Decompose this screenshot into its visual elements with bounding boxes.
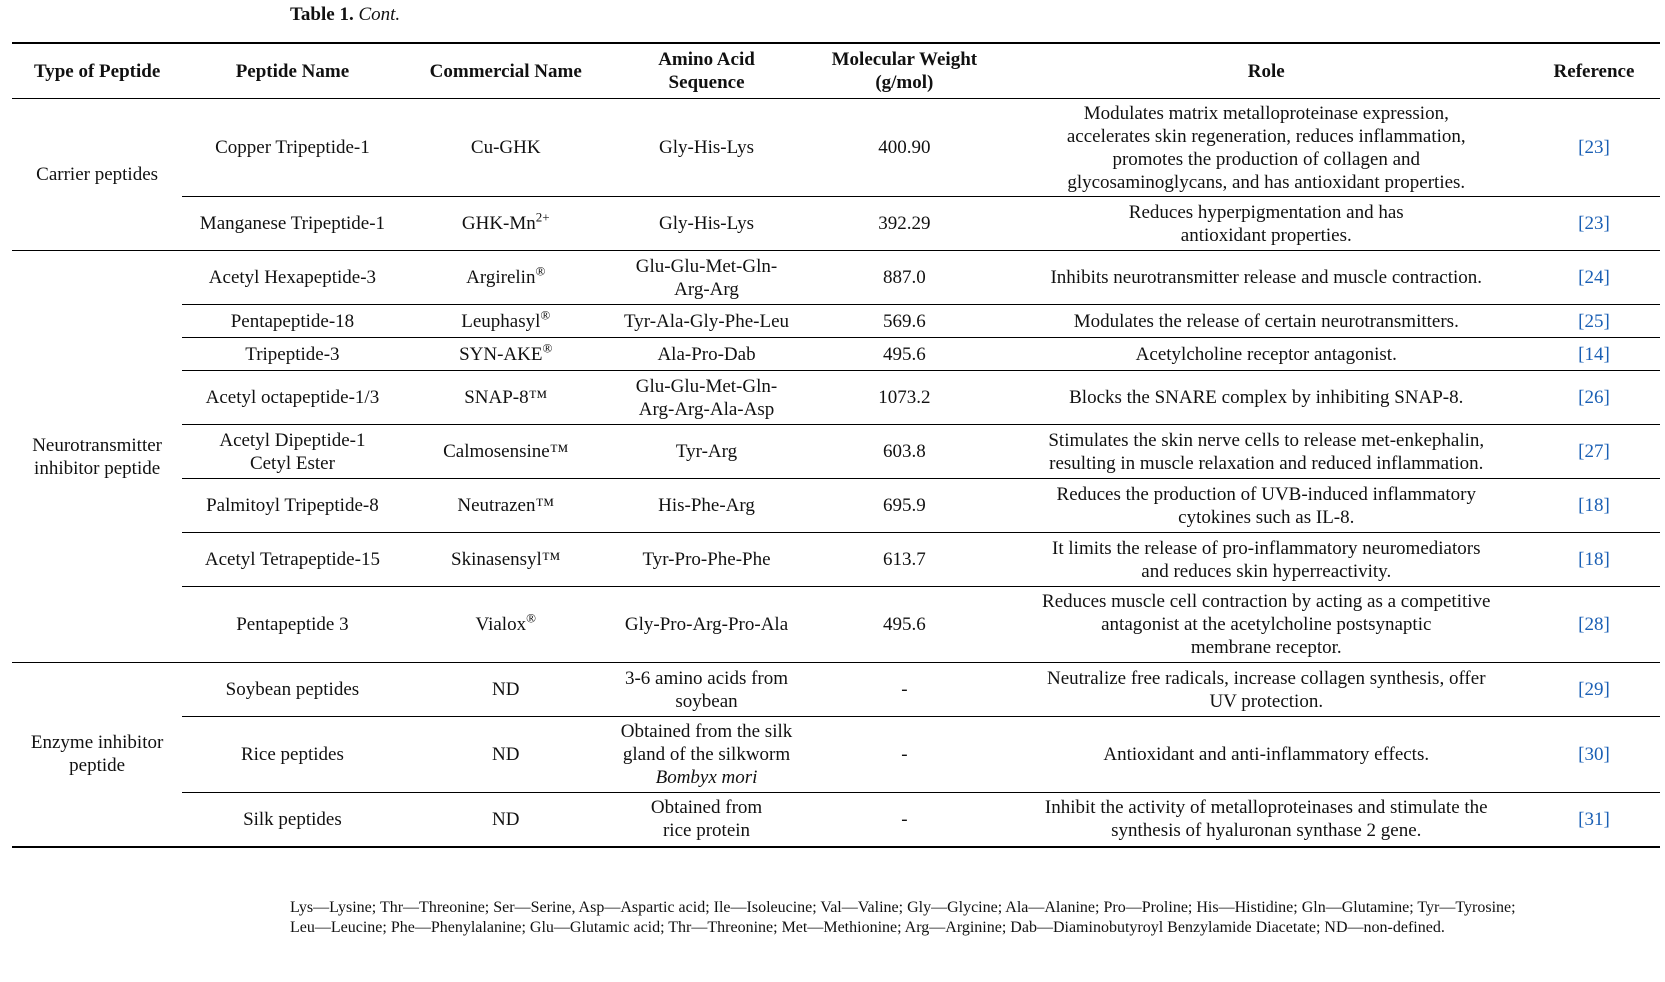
role-line: It limits the release of pro-inflammatory neuromediators	[1052, 537, 1481, 559]
table-row	[12, 251, 1660, 305]
commercial-name-cell	[403, 663, 609, 717]
commercial-name-cell	[403, 793, 609, 847]
role-cell	[1005, 251, 1528, 305]
peptide-name: Acetyl Tetrapeptide-15	[204, 549, 380, 570]
peptide-name: Soybean peptides	[225, 679, 360, 700]
header-role: Role	[1247, 60, 1285, 82]
molecular-weight-cell	[804, 793, 1004, 847]
table-continuation: Cont.	[358, 4, 401, 25]
header-sequence	[609, 43, 804, 99]
amino-acid-sequence: Gly-His-Lys	[659, 137, 755, 158]
amino-acid-sequence: Gly-His-Lys	[659, 213, 755, 234]
reference-cell	[1528, 371, 1660, 425]
header-mw-line-2: (g/mol)	[875, 72, 934, 93]
sequence-line: Glu-Glu-Met-Gln-	[635, 255, 778, 277]
reference-cell	[1528, 425, 1660, 479]
role-cell	[1005, 533, 1528, 587]
amino-acid-sequence: Ala-Pro-Dab	[657, 343, 756, 365]
header-sequence-line-2: Sequence	[668, 72, 745, 93]
commercial-name: GHK-Mn	[461, 213, 536, 234]
amino-acid-sequence-cell	[609, 479, 804, 533]
molecular-weight-cell	[804, 533, 1004, 587]
role-line: Inhibits neurotransmitter release and muscle contraction.	[1050, 267, 1483, 288]
role-line: UV protection.	[1209, 690, 1324, 712]
header-mw-line-1: Molecular Weight	[831, 49, 978, 70]
role-cell	[1005, 717, 1528, 793]
commercial-name-cell	[403, 338, 609, 371]
reference-link[interactable]: [25]	[1578, 310, 1610, 332]
molecular-weight: 495.6	[882, 614, 926, 635]
header-mw	[804, 43, 1004, 99]
role-cell	[1005, 197, 1528, 251]
commercial-name: Argirelin	[466, 267, 536, 288]
commercial-name: Skinasensyl™	[451, 549, 561, 570]
peptide-type-label: inhibitor peptide	[34, 457, 161, 479]
reference-cell	[1528, 717, 1660, 793]
amino-acid-sequence: His-Phe-Arg	[658, 495, 755, 516]
role-line: Acetylcholine receptor antagonist.	[1135, 343, 1397, 365]
reference-link[interactable]: [18]	[1578, 495, 1610, 516]
reference-link[interactable]: [14]	[1578, 343, 1610, 365]
molecular-weight: -	[901, 744, 908, 765]
amino-acid-sequence-cell	[609, 717, 804, 793]
role-line: synthesis of hyaluronan synthase 2 gene.	[1111, 820, 1422, 842]
role-line: antioxidant properties.	[1180, 224, 1352, 246]
table-row	[12, 197, 1660, 251]
reference-link[interactable]: [23]	[1578, 137, 1610, 158]
peptide-name-cell	[182, 305, 402, 338]
commercial-name-cell	[403, 587, 609, 663]
amino-acid-sequence: Gly-Pro-Arg-Pro-Ala	[624, 614, 789, 635]
amino-acid-sequence-cell	[609, 663, 804, 717]
molecular-weight-cell	[804, 587, 1004, 663]
reference-cell	[1528, 663, 1660, 717]
peptide-name-line: Cetyl Ester	[249, 452, 335, 474]
commercial-name: Cu-GHK	[470, 137, 541, 158]
peptide-name-cell	[182, 251, 402, 305]
peptide-type-label: Enzyme inhibitor	[30, 732, 164, 754]
molecular-weight-cell	[804, 663, 1004, 717]
peptide-name-cell	[182, 338, 402, 371]
commercial-name-cell	[403, 533, 609, 587]
peptide-name: Copper Tripeptide-1	[215, 137, 370, 158]
peptide-type-cell	[12, 99, 182, 251]
commercial-name: Vialox	[475, 614, 527, 635]
peptide-name: Palmitoyl Tripeptide-8	[206, 495, 379, 516]
commercial-name-superscript: ®	[542, 340, 553, 356]
reference-cell	[1528, 338, 1660, 371]
commercial-name-cell	[403, 305, 609, 338]
peptide-name-cell	[182, 99, 402, 197]
role-line: Modulates matrix metalloproteinase expression,	[1083, 102, 1449, 124]
role-line: Neutralize free radicals, increase collagen synthesis, offer	[1046, 667, 1486, 689]
table-row	[12, 587, 1660, 663]
peptide-name-cell	[182, 425, 402, 479]
sequence-line: gland of the silkworm	[622, 744, 791, 765]
role-line: Antioxidant and anti-inflammatory effects.	[1103, 744, 1430, 765]
peptide-name: Acetyl Hexapeptide-3	[208, 267, 377, 288]
peptide-type-cell	[12, 251, 182, 663]
molecular-weight: 569.6	[882, 310, 926, 332]
molecular-weight-cell	[804, 479, 1004, 533]
commercial-name: SYN-AKE	[459, 343, 543, 365]
commercial-name-cell	[403, 197, 609, 251]
peptide-name-cell	[182, 479, 402, 533]
amino-acid-sequence-cell	[609, 533, 804, 587]
sequence-line: Glu-Glu-Met-Gln-	[635, 375, 778, 397]
table-row	[12, 717, 1660, 793]
commercial-name-cell	[403, 371, 609, 425]
sequence-line: Arg-Arg	[674, 278, 739, 300]
commercial-name-superscript: ®	[526, 610, 536, 626]
reference-cell	[1528, 197, 1660, 251]
commercial-name-superscript: ®	[540, 307, 551, 323]
sequence-line: Obtained from	[650, 797, 763, 819]
reference-cell	[1528, 99, 1660, 197]
reference-cell	[1528, 251, 1660, 305]
molecular-weight-cell	[804, 197, 1004, 251]
header-type: Type of Peptide	[33, 60, 161, 82]
peptide-type-label: Carrier peptides	[36, 164, 159, 185]
molecular-weight-cell	[804, 425, 1004, 479]
sequence-line: Obtained from the silk	[620, 721, 793, 742]
molecular-weight-cell	[804, 305, 1004, 338]
reference-link[interactable]: [26]	[1578, 387, 1610, 408]
header-commercial: Commercial Name	[429, 60, 582, 82]
peptide-name: Tripeptide-3	[245, 343, 340, 365]
commercial-name-superscript: 2+	[535, 209, 550, 225]
role-line: Inhibit the activity of metalloproteinases and stimulate the	[1044, 797, 1488, 819]
peptide-name: Silk peptides	[243, 808, 342, 830]
peptide-name-cell	[182, 587, 402, 663]
table-row	[12, 663, 1660, 717]
table-row	[12, 793, 1660, 847]
role-cell	[1005, 305, 1528, 338]
molecular-weight-cell	[804, 99, 1004, 197]
amino-acid-sequence-cell	[609, 371, 804, 425]
commercial-name: SNAP-8™	[464, 387, 548, 408]
sequence-line: 3-6 amino acids from	[624, 667, 789, 689]
sequence-line: Bombyx mori	[655, 767, 758, 788]
molecular-weight: 613.7	[882, 549, 926, 570]
role-line: Reduces the production of UVB-induced inflammatory	[1056, 483, 1476, 505]
table-row	[12, 425, 1660, 479]
amino-acid-sequence-cell	[609, 197, 804, 251]
reference-link[interactable]: [24]	[1578, 267, 1610, 288]
role-line: glycosaminoglycans, and has antioxidant properties.	[1067, 171, 1466, 193]
reference-cell	[1528, 533, 1660, 587]
role-cell	[1005, 663, 1528, 717]
role-cell	[1005, 99, 1528, 197]
sequence-line: Arg-Arg-Ala-Asp	[638, 398, 775, 420]
table-label: Table 1.	[290, 4, 354, 25]
role-cell	[1005, 587, 1528, 663]
reference-link[interactable]: [28]	[1578, 614, 1610, 635]
peptide-type-cell	[12, 663, 182, 847]
molecular-weight: -	[901, 808, 908, 830]
role-cell	[1005, 479, 1528, 533]
peptide-name-cell	[182, 533, 402, 587]
sequence-line: soybean	[675, 690, 738, 712]
amino-acid-sequence-cell	[609, 587, 804, 663]
footnote-line: Leu—Leucine; Phe—Phenylalanine; Glu—Glutamic acid; Thr—Threonine; Met—Methionine; Arg—Arginine; Dab—Diaminobutyroyl Benzylamide Diacetate; ND—non-defined.	[290, 919, 1445, 936]
role-line: antagonist at the acetylcholine postsynaptic	[1101, 614, 1432, 635]
molecular-weight: 1073.2	[878, 387, 931, 408]
commercial-name-cell	[403, 479, 609, 533]
role-line: promotes the production of collagen and	[1112, 148, 1421, 170]
peptide-type-label: Neurotransmitter	[32, 434, 162, 456]
amino-acid-sequence-cell	[609, 425, 804, 479]
peptide-name-cell	[182, 793, 402, 847]
reference-cell	[1528, 587, 1660, 663]
amino-acid-sequence-cell	[609, 305, 804, 338]
role-line: cytokines such as IL-8.	[1178, 506, 1355, 528]
commercial-name-cell	[403, 99, 609, 197]
table-body	[12, 99, 1660, 847]
role-cell	[1005, 338, 1528, 371]
header-name: Peptide Name	[235, 60, 350, 82]
commercial-name-cell	[403, 425, 609, 479]
amino-acid-sequence: Tyr-Pro-Phe-Phe	[642, 549, 771, 570]
amino-acid-sequence-cell	[609, 338, 804, 371]
role-cell	[1005, 425, 1528, 479]
reference-cell	[1528, 479, 1660, 533]
peptide-name-line: Acetyl Dipeptide-1	[219, 429, 366, 451]
molecular-weight-cell	[804, 338, 1004, 371]
reference-cell	[1528, 305, 1660, 338]
role-line: and reduces skin hyperreactivity.	[1141, 560, 1392, 582]
commercial-name: Calmosensine™	[443, 441, 569, 462]
role-line: accelerates skin regeneration, reduces inflammation,	[1066, 125, 1466, 147]
table-row	[12, 99, 1660, 197]
table-header-row	[12, 43, 1660, 99]
role-cell	[1005, 793, 1528, 847]
peptide-name: Acetyl octapeptide-1/3	[205, 387, 380, 408]
commercial-name: ND	[492, 679, 520, 700]
table-row	[12, 338, 1660, 371]
table-footnote	[290, 898, 1658, 938]
peptide-type-label: peptide	[69, 755, 126, 777]
molecular-weight: 887.0	[882, 267, 926, 288]
role-line: Reduces hyperpigmentation and has	[1128, 201, 1404, 223]
peptide-name: Pentapeptide-18	[230, 310, 355, 332]
molecular-weight-cell	[804, 251, 1004, 305]
reference-link[interactable]: [23]	[1578, 213, 1610, 234]
amino-acid-sequence-cell	[609, 251, 804, 305]
role-line: Stimulates the skin nerve cells to release met-enkephalin,	[1048, 429, 1485, 451]
sequence-line: rice protein	[662, 820, 751, 842]
peptide-name: Pentapeptide 3	[236, 614, 349, 635]
molecular-weight-cell	[804, 717, 1004, 793]
reference-link[interactable]: [27]	[1578, 441, 1610, 462]
role-line: Reduces muscle cell contraction by acting as a competitive	[1042, 591, 1491, 612]
molecular-weight: 695.9	[882, 495, 926, 516]
table-row	[12, 371, 1660, 425]
footnote-line: Lys—Lysine; Thr—Threonine; Ser—Serine, Asp—Aspartic acid; Ile—Isoleucine; Val—Valine; Gly—Glycine; Ala—Alanine; Pro—Proline; His—Histidine; Gln—Glutamine; Tyr—Tyrosine;	[290, 899, 1516, 916]
role-line: Blocks the SNARE complex by inhibiting SNAP-8.	[1069, 387, 1464, 408]
table-row	[12, 533, 1660, 587]
header-reference: Reference	[1553, 60, 1635, 82]
reference-link[interactable]: [31]	[1578, 808, 1610, 830]
header-sequence-line-1: Amino Acid	[658, 49, 755, 70]
molecular-weight: 495.6	[882, 343, 926, 365]
commercial-name: Leuphasyl	[461, 310, 541, 332]
reference-link[interactable]: [18]	[1578, 549, 1610, 570]
molecular-weight: -	[901, 679, 908, 700]
table-row	[12, 479, 1660, 533]
molecular-weight: 603.8	[882, 441, 926, 462]
reference-link[interactable]: [29]	[1578, 679, 1610, 700]
peptide-name: Manganese Tripeptide-1	[199, 213, 386, 234]
role-line: resulting in muscle relaxation and reduced inflammation.	[1049, 452, 1484, 474]
peptide-name-cell	[182, 197, 402, 251]
role-line: Modulates the release of certain neurotransmitters.	[1073, 310, 1459, 332]
molecular-weight-cell	[804, 371, 1004, 425]
role-line: membrane receptor.	[1190, 637, 1342, 658]
peptide-name: Rice peptides	[240, 744, 344, 765]
commercial-name: Neutrazen™	[457, 495, 555, 516]
peptide-name-cell	[182, 663, 402, 717]
peptide-name-cell	[182, 717, 402, 793]
molecular-weight: 400.90	[878, 137, 931, 158]
commercial-name: ND	[492, 808, 520, 830]
commercial-name-cell	[403, 251, 609, 305]
amino-acid-sequence-cell	[609, 99, 804, 197]
commercial-name: ND	[492, 744, 520, 765]
amino-acid-sequence: Tyr-Ala-Gly-Phe-Leu	[624, 310, 790, 332]
amino-acid-sequence-cell	[609, 793, 804, 847]
commercial-name-superscript: ®	[535, 263, 546, 279]
peptide-name-cell	[182, 371, 402, 425]
commercial-name-cell	[403, 717, 609, 793]
table-row	[12, 305, 1660, 338]
reference-cell	[1528, 793, 1660, 847]
peptide-table	[12, 42, 1660, 848]
reference-link[interactable]: [30]	[1578, 744, 1610, 765]
role-cell	[1005, 371, 1528, 425]
amino-acid-sequence: Tyr-Arg	[675, 441, 738, 462]
molecular-weight: 392.29	[878, 213, 931, 234]
table-caption	[290, 4, 400, 26]
